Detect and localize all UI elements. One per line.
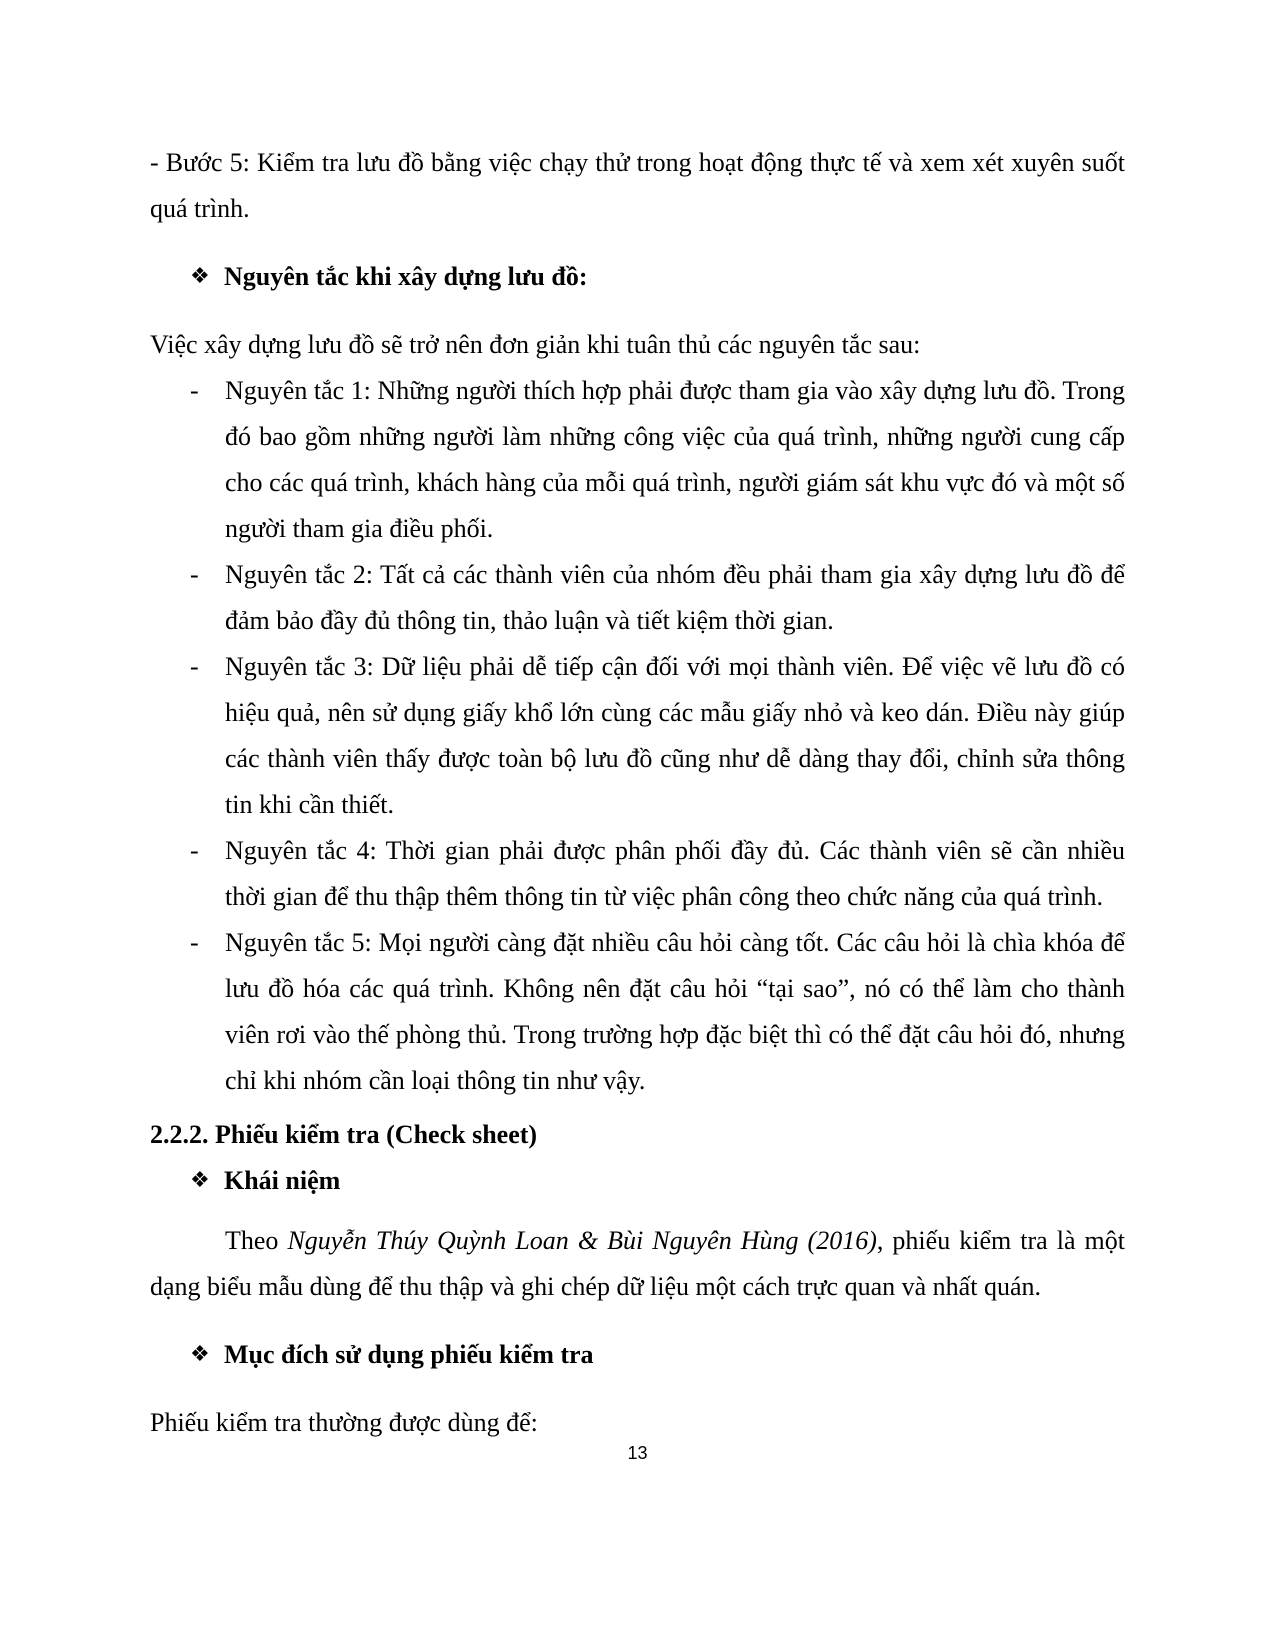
principle-2-text: Nguyên tắc 2: Tất cả các thành viên của nhóm đều phải tham gia xây dựng lưu đồ để đảm bảo đầy đủ thông tin, thảo luận và tiết kiệm thời gian. [225,560,1125,635]
diamond-bullet-icon: ❖ [190,1342,210,1367]
document-page [150,140,1125,1446]
list-item [150,828,1125,920]
principles-list [150,368,1125,1104]
list-item [150,920,1125,1104]
purpose-heading-text: Mục đích sử dụng phiếu kiểm tra [224,1340,594,1369]
concept-heading [150,1158,1125,1204]
principle-3-text: Nguyên tắc 3: Dữ liệu phải dễ tiếp cận đối với mọi thành viên. Để việc vẽ lưu đồ có hiệu quả, nên sử dụng giấy khổ lớn cùng các mẫu giấy nhỏ và keo dán. Điều này giúp các thành viên thấy được toàn bộ lưu đồ cũng như dễ dàng thay đổi, chỉnh sửa thông tin khi cần thiết. [225,652,1125,819]
principle-5-text: Nguyên tắc 5: Mọi người càng đặt nhiều câu hỏi càng tốt. Các câu hỏi là chìa khóa để lưu đồ hóa các quá trình. Không nên đặt câu hỏi “tại sao”, nó có thể làm cho thành viên rơi vào thế phòng thủ. Trong trường hợp đặc biệt thì có thể đặt câu hỏi đó, nhưng chỉ khi nhóm cần loại thông tin như vậy. [225,928,1125,1095]
list-item [150,552,1125,644]
dash-bullet: - [190,376,199,405]
diamond-bullet-icon: ❖ [190,1168,210,1193]
principles-heading [150,254,1125,300]
dash-bullet: - [190,652,199,681]
dash-bullet: - [190,836,199,865]
principles-heading-text: Nguyên tắc khi xây dựng lưu đồ: [224,262,588,291]
concept-citation: Nguyễn Thúy Quỳnh Loan & Bùi Nguyên Hùng (2016) [287,1226,877,1255]
list-item [150,368,1125,552]
principles-intro: Việc xây dựng lưu đồ sẽ trở nên đơn giản khi tuân thủ các nguyên tắc sau: [150,330,921,359]
concept-paragraph [150,1218,1125,1310]
step-5-paragraph: - Bước 5: Kiểm tra lưu đồ bằng việc chạy thử trong hoạt động thực tế và xem xét xuyên suốt quá trình. [150,148,1125,223]
page-number: 13 [627,1443,648,1463]
concept-heading-text: Khái niệm [224,1166,341,1195]
dash-bullet: - [190,928,199,957]
purpose-heading [150,1332,1125,1378]
concept-prefix: Theo [225,1226,288,1255]
principle-4-text: Nguyên tắc 4: Thời gian phải được phân phối đầy đủ. Các thành viên sẽ cần nhiều thời gian để thu thập thêm thông tin từ việc phân công theo chức năng của quá trình. [225,836,1125,911]
section-heading-2-2-2: 2.2.2. Phiếu kiểm tra (Check sheet) [150,1120,538,1149]
diamond-bullet-icon: ❖ [190,264,210,289]
purpose-intro: Phiếu kiểm tra thường được dùng để: [150,1408,538,1437]
list-item [150,644,1125,828]
concept-suffix: , phiếu kiểm tra là một dạng biểu mẫu dùng để thu thập và ghi chép dữ liệu một cách trực quan và nhất quán. [150,1226,1126,1301]
dash-bullet: - [190,560,199,589]
principle-1-text: Nguyên tắc 1: Những người thích hợp phải được tham gia vào xây dựng lưu đồ. Trong đó bao gồm những người làm những công việc của quá trình, những người cung cấp cho các quá trình, khách hàng của mỗi quá trình, người giám sát khu vực đó và một số người tham gia điều phối. [225,376,1125,543]
